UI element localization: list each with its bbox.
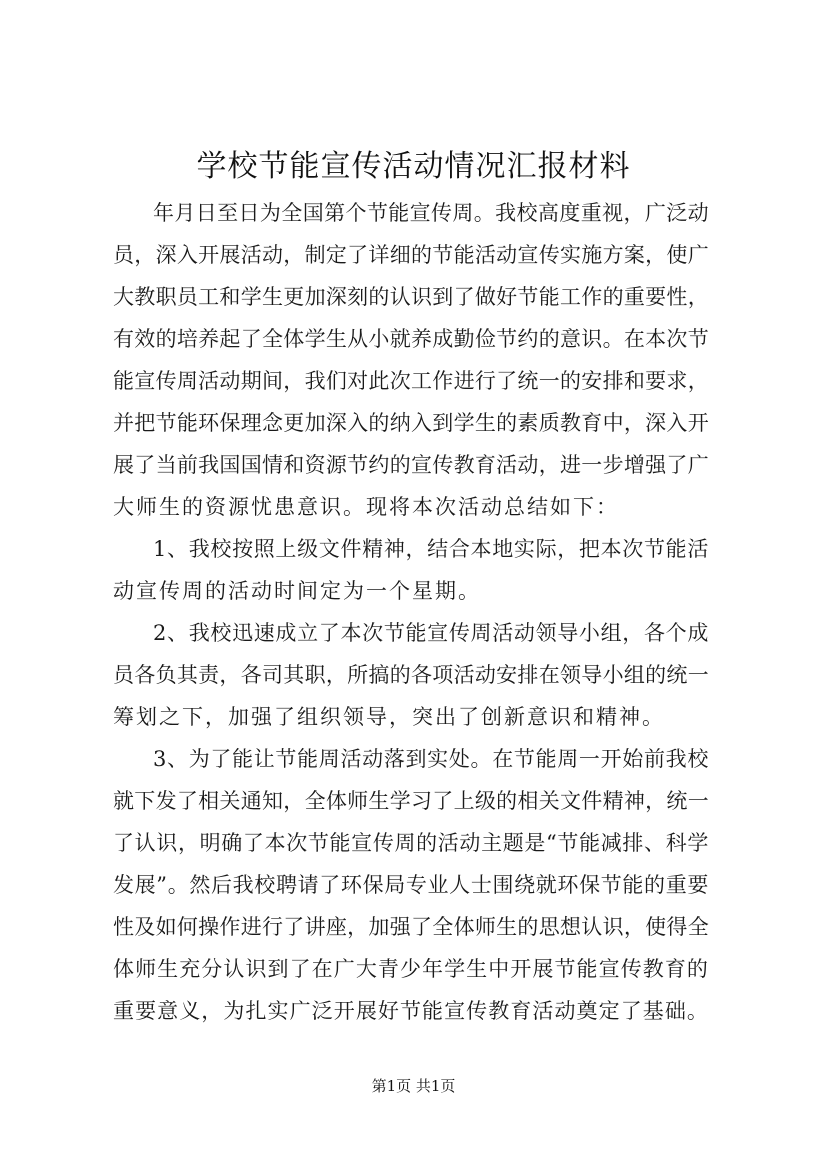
- document-title: 学校节能宣传活动情况汇报材料: [196, 149, 631, 184]
- list-item-3-line: 重要意义，为扎实广泛开展好节能宣传教育活动奠定了基础。: [113, 999, 709, 1023]
- paragraph-line: 大师生的资源忧患意识。现将本次活动总结如下：: [113, 495, 619, 519]
- paragraph-line: 有效的培养起了全体学生从小就养成勤俭节约的意识。在本次节: [113, 327, 709, 351]
- paragraph-line: 展了当前我国国情和资源节约的宣传教育活动，进一步增强了广: [113, 453, 709, 477]
- list-item-3-line: 就下发了相关通知，全体师生学习了上级的相关文件精神，统一: [113, 789, 709, 813]
- list-item-2-line: 员各负其责，各司其职，所搞的各项活动安排在领导小组的统一: [113, 663, 709, 687]
- list-item-3-line: 了认识，明确了本次节能宣传周的活动主题是“节能减排、科学: [113, 831, 709, 855]
- list-item-3-line: 性及如何操作进行了讲座，加强了全体师生的思想认识，使得全: [113, 915, 709, 939]
- list-item-3-line: 3、为了能让节能周活动落到实处。在节能周一开始前我校: [153, 747, 709, 771]
- page-number-footer: 第1页 共1页: [371, 1077, 456, 1095]
- paragraph-line: 年月日至日为全国第个节能宣传周。我校高度重视，广泛动: [153, 201, 709, 225]
- list-item-3-line: 体师生充分认识到了在广大青少年学生中开展节能宣传教育的: [113, 957, 709, 981]
- paragraph-line: 大教职员工和学生更加深刻的认识到了做好节能工作的重要性，: [113, 285, 709, 309]
- list-item-2-line: 筹划之下，加强了组织领导，突出了创新意识和精神。: [113, 705, 665, 729]
- list-item-3-line: 发展”。然后我校聘请了环保局专业人士围绕就环保节能的重要: [113, 873, 709, 897]
- list-item-1-line: 1、我校按照上级文件精神，结合本地实际，把本次节能活: [153, 537, 709, 561]
- paragraph-line: 并把节能环保理念更加深入的纳入到学生的素质教育中，深入开: [113, 411, 709, 435]
- paragraph-line: 能宣传周活动期间，我们对此次工作进行了统一的安排和要求，: [113, 369, 709, 393]
- list-item-2-line: 2、我校迅速成立了本次节能宣传周活动领导小组，各个成: [153, 621, 709, 645]
- list-item-1-line: 动宣传周的活动时间定为一个星期。: [113, 579, 481, 603]
- paragraph-line: 员，深入开展活动，制定了详细的节能活动宣传实施方案，使广: [113, 243, 709, 267]
